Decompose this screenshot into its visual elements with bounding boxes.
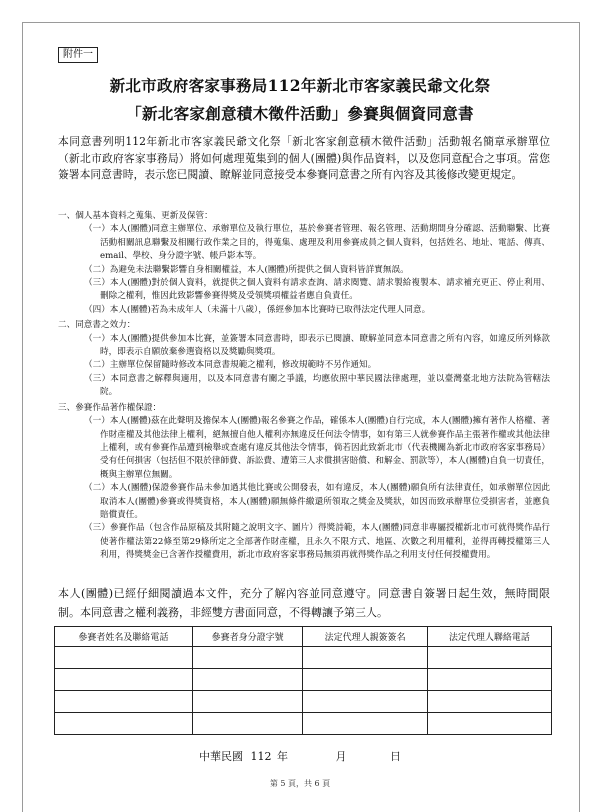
signature-cell[interactable] (192, 669, 303, 691)
section-heading: 一、個人基本資料之蒐集、更新及保管： (58, 211, 213, 221)
closing-paragraph: 本人(團體)已經仔細閱讀過本文件，充分了解內容並同意遵守。同意書自簽署日起生效，無時間限制。本同意書之權利義務，非經雙方書面同意，不得轉讓予第三人。 (58, 587, 550, 619)
header-participant-name-phone: 參賽者姓名及聯絡電話 (55, 627, 193, 647)
section-heading: 二、同意書之效力： (58, 320, 136, 331)
header-guardian-signature: 法定代理人親簽簽名 (303, 627, 427, 647)
section-personal-data (58, 210, 550, 317)
signature-cell[interactable] (303, 691, 427, 713)
signature-cell[interactable] (192, 647, 303, 669)
table-row (55, 713, 552, 735)
signature-cell[interactable] (55, 669, 193, 691)
terms-sections (58, 208, 550, 563)
signature-cell[interactable] (427, 647, 551, 669)
section-item: （四）本人(團體)若為未成年人（未滿十八歲），係經參加本比賽時已取得法定代理人同意。 (84, 304, 431, 315)
date-month-unit: 月 (335, 750, 347, 763)
section-item: （一）本人(團體)同意主辦單位、承辦單位及執行單位，基於參賽者管理、報名管理、活動期間身分確認、活動聯繫、比賽活動相關訊息聯繫及相關行政作業之目的，得蒐集、處理及利用參賽成員之個人資料，包括姓名、地址、電話、傳真、email、學校、身分證字號、帳戶影本等。 (84, 224, 550, 262)
header-guardian-phone: 法定代理人聯絡電話 (427, 627, 551, 647)
section-copyright-guarantee (58, 402, 550, 563)
document-title-line2: 「新北客家創意積木徵件活動」參賽與個資同意書 (126, 104, 474, 123)
section-item: （一）本人(團體)茲在此聲明及擔保本人(團體)報名參賽之作品，確係本人(團體)自行完成，本人(團體)擁有著作人格權、著作財產權及其他法律上權利，絕無擅自他人權利亦無違反任何法令情事，如有第三人就參賽作品主張著作權或其他法律上權利，或有參賽作品遭到檢舉或查處有違反其他法令情事，倘若因此致新北市（代表機關為新北市政府客家事務局）受有任何損害（包括但不限於律師費、訴訟費、遭第三人求償損害賠償、和解金、罰款等），本人(團體)自負一切責任，概與主辦單位無關。 (84, 416, 550, 480)
signature-cell[interactable] (303, 669, 427, 691)
signature-cell[interactable] (55, 691, 193, 713)
date-year: 112 (250, 750, 272, 763)
section-item: （二）主辦單位保留隨時修改本同意書規範之權利，修改規範時不另作通知。 (84, 360, 377, 371)
signature-cell[interactable] (303, 647, 427, 669)
section-item: （三）參賽作品（包含作品原稿及其附隨之說明文字、圖片）得獎詩範，本人(團體)同意非專屬授權新北市可就得獎作品行使著作權法第22條至第29條所定之全部著作財產權，且永久不限方式、地區、次數之利用權利，並得再轉授權第三人利用，得獎獎金已含著作授權費用，新北市政府客家事務局無須再就得獎作品之利用支付任何授權費用。 (84, 523, 550, 561)
signature-cell[interactable] (427, 669, 551, 691)
document-title-line1: 新北市政府客家事務局112年新北市客家義民爺文化祭 (109, 76, 491, 95)
signature-cell[interactable] (192, 691, 303, 713)
signature-cell[interactable] (55, 713, 193, 735)
table-row (55, 691, 552, 713)
signature-cell[interactable] (427, 713, 551, 735)
section-consent-validity (58, 319, 550, 399)
table-row (55, 669, 552, 691)
page-footer: 第 5 頁，共 6 頁 (269, 779, 331, 788)
signature-table-header (55, 627, 552, 647)
signature-cell[interactable] (303, 713, 427, 735)
date-prefix: 中華民國 (199, 750, 243, 763)
date-line (0, 748, 600, 764)
attachment-label: 附件一 (58, 47, 98, 63)
signature-cell[interactable] (192, 713, 303, 735)
table-row (55, 647, 552, 669)
intro-paragraph: 本同意書列明112年新北市客家義民爺文化祭「新北客家創意積木徵件活動」活動報名簡章承辦單位（新北市政府客家事務局）將如何處理蒐集到的個人(團體)與作品資料，以及您同意配合之事項。當您簽署本同意書時，表示您已閱讀、瞭解並同意接受本參賽同意書之所有內容及其後修改變更規定。 (58, 135, 550, 181)
signature-cell[interactable] (427, 691, 551, 713)
section-item: （三）本同意書之解釋與適用，以及本同意書有關之爭議，均應依照中華民國法律處理，並以臺灣臺北地方法院為管轄法院。 (84, 373, 550, 398)
header-participant-id: 參賽者身分證字號 (192, 627, 303, 647)
section-item: （二）本人(團體)保證參賽作品未參加過其他比賽或公開發表，如有違反，本人(團體)願負所有法律責任，如承辦單位因此取消本人(團體)參賽或得獎資格，本人(團體)願無條件繳還所領取之獎金及獎狀，如因而致承辦單位受損害者，並應負賠償責任。 (84, 483, 550, 520)
date-year-unit: 年 (277, 750, 288, 763)
section-item: （二）為避免未法聯繫影響自身相關權益，本人(團體)所提供之個人資料皆詳實無誤。 (84, 264, 409, 275)
signature-table (54, 626, 552, 735)
section-heading: 三、參賽作品著作權保證： (58, 402, 162, 413)
date-day-unit: 日 (390, 750, 401, 763)
section-item: （三）本人(團體)對於個人資料，就提供之個人資料有請求查詢、請求閱覽、請求製給複製本、請求補充更正、停止利用、刪除之權利，惟因此致影響參賽得獎及受領獎項權益者應自負責任。 (84, 278, 550, 302)
signature-cell[interactable] (55, 647, 193, 669)
section-item: （一）本人(團體)提供參加本比賽，並簽署本同意書時，即表示已閱讀、瞭解並同意本同意書之所有內容，如違反所列條款時，即表示自願放棄參選資格以及獎勵與獎項。 (84, 333, 550, 358)
